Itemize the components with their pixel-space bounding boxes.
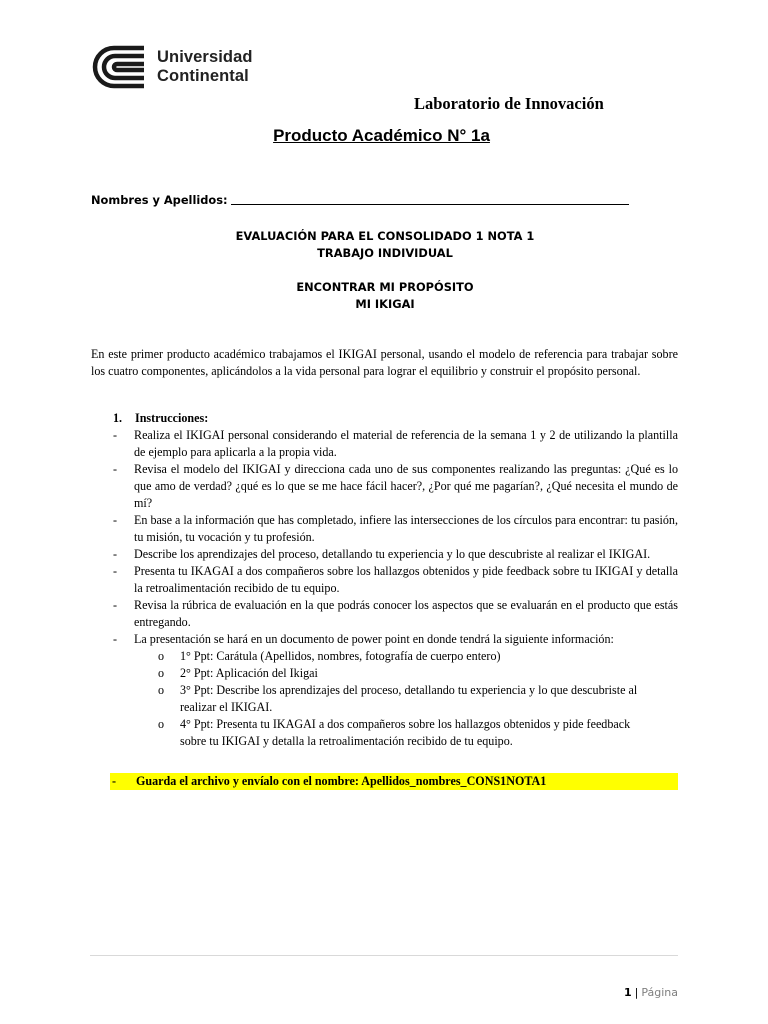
- instructions-number: 1.: [113, 411, 123, 425]
- list-item: - La presentación se hará en un documento de power point en donde tendrá la siguiente información:: [113, 632, 614, 646]
- footer-separator: |: [634, 986, 639, 999]
- note-dash: -: [112, 774, 117, 788]
- instructions-heading: [91, 410, 678, 427]
- sub-list-item: [91, 665, 651, 682]
- list-item-text: Presenta tu IKAGAI a dos compañeros sobre los hallazgos obtenidos y pide feedback sobre tu IKIGAI y detalla la retroalimentación recibido de tu equipo.: [134, 564, 678, 595]
- list-item-text: Realiza el IKIGAI personal considerando el material de referencia de la semana 1 y 2 de utilizando la plantilla de ejemplo para aplicarla a la propia vida.: [134, 428, 678, 459]
- list-item: - Revisa el modelo del IKIGAI y direcciona cada uno de sus componentes realizando las preguntas: ¿Qué es lo que amo de verdad? ¿qué es lo que se me hace fácil hacer?, ¿Por qué me pagarían?, ¿Qué necesita el mundo de mí?: [113, 462, 678, 510]
- logo-line-1: Universidad: [157, 48, 253, 66]
- sub-list-item-text: 3° Ppt: Describe los aprendizajes del proceso, detallando tu experiencia y lo que descubriste al realizar el IKIGAI.: [180, 683, 638, 714]
- list-item-text: Revisa el modelo del IKIGAI y direcciona cada uno de sus componentes realizando las preguntas: ¿Qué es lo que amo de verdad? ¿qué es lo que se me hace fácil hacer?, ¿Por qué me pagarían?, ¿Qué necesita el mundo de mí?: [134, 462, 678, 510]
- sub-list-item: [91, 682, 651, 716]
- university-name: [157, 48, 253, 86]
- circle-bullet-icon: o: [158, 683, 165, 697]
- list-item-text: Describe los aprendizajes del proceso, detallando tu experiencia y lo que descubriste al realizar el IKIGAI.: [134, 547, 651, 561]
- highlighted-note: [110, 773, 678, 790]
- product-title-text: Producto Académico N° 1a: [273, 126, 490, 145]
- lab-title: Laboratorio de Innovación: [414, 94, 604, 113]
- intro-paragraph: En este primer producto académico trabajamos el IKIGAI personal, usando el modelo de referencia para trabajar sobre los cuatro componentes, aplicándolos a la vida personal para lograr el equilibrio y construir el propósito personal.: [91, 347, 678, 379]
- instructions-title: Instrucciones:: [135, 411, 209, 425]
- product-title: [0, 126, 768, 146]
- purpose-line-1: ENCONTRAR MI PROPÓSITO: [296, 280, 474, 294]
- page-footer: [624, 986, 678, 999]
- page-number: 1: [623, 986, 632, 999]
- names-label: Nombres y Apellidos:: [91, 193, 228, 207]
- sub-list-item-text: 1° Ppt: Carátula (Apellidos, nombres, fotografía de cuerpo entero): [180, 649, 501, 663]
- list-item-text: La presentación se hará en un documento de power point en donde tendrá la siguiente información:: [134, 632, 614, 646]
- note-text: Guarda el archivo y envíalo con el nombre: Apellidos_nombres_CONS1NOTA1: [136, 774, 547, 788]
- purpose-heading: [0, 279, 768, 313]
- university-logo: [92, 44, 253, 90]
- logo-line-2: Continental: [157, 67, 249, 85]
- footer-divider: [90, 955, 678, 956]
- names-blank-line: [231, 193, 629, 205]
- list-item-text: Revisa la rúbrica de evaluación en la que podrás conocer los aspectos que se evaluarán en el producto que estás entregando.: [134, 598, 678, 629]
- circle-bullet-icon: o: [158, 649, 165, 663]
- ppt-sub-list: [91, 648, 651, 750]
- sub-list-item-text: 2° Ppt: Aplicación del Ikigai: [180, 666, 318, 680]
- circle-bullet-icon: o: [158, 666, 165, 680]
- evaluation-line-2: TRABAJO INDIVIDUAL: [317, 246, 453, 260]
- university-logo-icon: [92, 44, 146, 90]
- names-field: [91, 193, 629, 207]
- sub-list-item: [91, 648, 651, 665]
- list-item-text: En base a la información que has completado, infiere las intersecciones de los círculos para encontrar: tu pasión, tu misión, tu vocación y tu profesión.: [134, 513, 678, 544]
- sub-list-item: [91, 716, 651, 750]
- page-label: Página: [641, 986, 678, 999]
- list-item: - Describe los aprendizajes del proceso, detallando tu experiencia y lo que descubriste al realizar el IKIGAI.: [113, 547, 651, 561]
- sub-list-item-text: 4° Ppt: Presenta tu IKAGAI a dos compañeros sobre los hallazgos obtenidos y pide feedback sobre tu IKIGAI y detalla la retroalimentación recibido de tu equipo.: [180, 717, 631, 748]
- list-item: - Realiza el IKIGAI personal considerando el material de referencia de la semana 1 y 2 de utilizando la plantilla de ejemplo para aplicarla a la propia vida.: [113, 428, 678, 459]
- purpose-line-2: MI IKIGAI: [355, 297, 415, 311]
- list-item: - En base a la información que has completado, infiere las intersecciones de los círculos para encontrar: tu pasión, tu misión, tu vocación y tu profesión.: [113, 513, 678, 544]
- evaluation-heading: [0, 228, 768, 262]
- list-item: - Revisa la rúbrica de evaluación en la que podrás conocer los aspectos que se evaluarán en el producto que estás entregando.: [113, 598, 678, 629]
- list-item: - Presenta tu IKAGAI a dos compañeros sobre los hallazgos obtenidos y pide feedback sobre tu IKIGAI y detalla la retroalimentación recibido de tu equipo.: [113, 564, 678, 595]
- circle-bullet-icon: o: [158, 717, 165, 731]
- instructions-section: [91, 410, 678, 750]
- evaluation-line-1: EVALUACIÓN PARA EL CONSOLIDADO 1 NOTA 1: [235, 229, 535, 243]
